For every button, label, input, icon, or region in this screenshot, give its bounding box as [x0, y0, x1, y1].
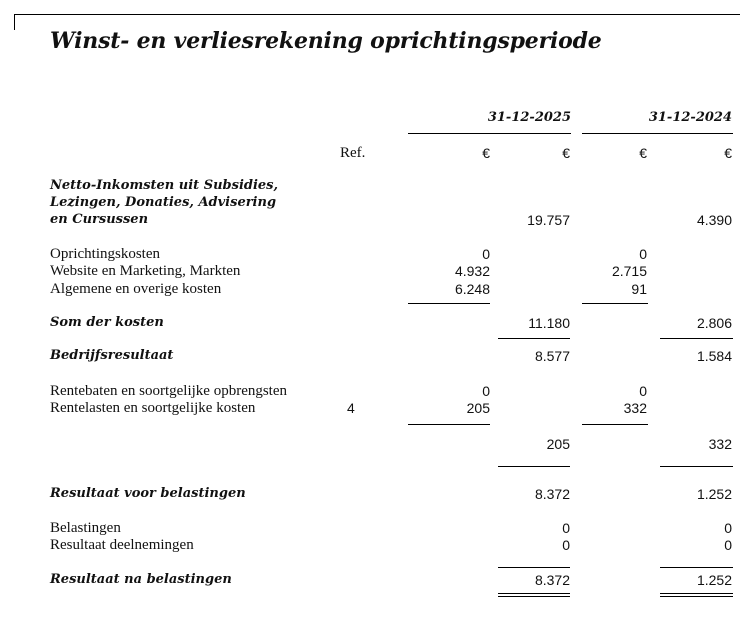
- tax-deelnemingen-2025: 0: [562, 537, 570, 553]
- income-label-line3: en Cursussen: [50, 212, 149, 227]
- resultaat-na-top-rule-2025: [498, 567, 570, 568]
- resultaat-voor-label: Resultaat voor belastingen: [50, 486, 246, 501]
- bedrijfsresultaat-2025: 8.577: [534, 348, 570, 364]
- resultaat-na-top-rule-2024: [660, 567, 733, 568]
- currency-2024-total: €: [724, 145, 732, 161]
- som-der-kosten-2025: 11.180: [528, 315, 570, 331]
- financial-label-rentelasten: Rentelasten en soortgelijke kosten: [50, 400, 256, 416]
- financial-total-2024: 332: [708, 436, 732, 452]
- som-der-kosten-label: Som der kosten: [50, 315, 164, 330]
- currency-2025-detail: €: [482, 145, 490, 161]
- cost-website-2024: 2.715: [611, 263, 647, 279]
- resultaat-voor-rule-2024: [660, 466, 733, 467]
- resultaat-voor-2024: 1.252: [696, 486, 732, 502]
- financial-rentelasten-ref: 4: [347, 400, 355, 416]
- costs-subtotal-rule-2024: [582, 303, 648, 304]
- page-left-border: [14, 14, 15, 30]
- header-rule-2025: [408, 133, 571, 134]
- cost-label-website: Website en Marketing, Markten: [50, 263, 241, 279]
- resultaat-na-2024: 1.252: [696, 572, 732, 588]
- income-label-line1: Netto-Inkomsten uit Subsidies,: [50, 178, 279, 193]
- bedrijfsresultaat-2024: 1.584: [696, 348, 732, 364]
- cost-oprichting-2025: 0: [482, 246, 490, 262]
- tax-deelnemingen-2024: 0: [724, 537, 732, 553]
- financial-rentelasten-2025: 205: [466, 400, 490, 416]
- resultaat-na-double-rule-b-2025: [498, 596, 570, 597]
- resultaat-na-double-rule-a-2024: [660, 593, 733, 594]
- column-header-2025: 31-12-2025: [487, 110, 571, 125]
- bedrijfsresultaat-label: Bedrijfsresultaat: [50, 348, 174, 363]
- ref-header: Ref.: [340, 145, 366, 161]
- financial-subtotal-rule-2025: [408, 424, 490, 425]
- resultaat-na-2025: 8.372: [534, 572, 570, 588]
- financial-subtotal-rule-2024: [582, 424, 648, 425]
- cost-website-2025: 4.932: [454, 263, 490, 279]
- column-header-2024: 31-12-2024: [648, 110, 732, 125]
- tax-belastingen-2025: 0: [562, 520, 570, 536]
- income-total-2025: 19.757: [527, 212, 570, 228]
- costs-subtotal-rule-2025: [408, 303, 490, 304]
- tax-label-deelnemingen: Resultaat deelnemingen: [50, 537, 194, 553]
- header-rule-2024: [582, 133, 733, 134]
- financial-rentebaten-2025: 0: [482, 383, 490, 399]
- income-total-2024: 4.390: [696, 212, 732, 228]
- cost-algemeen-2025: 6.248: [454, 281, 490, 297]
- resultaat-na-double-rule-a-2025: [498, 593, 570, 594]
- page-title: Winst- en verliesrekening oprichtingsperiode: [50, 28, 602, 54]
- page-top-border: [14, 14, 740, 15]
- financial-rentelasten-2024: 332: [623, 400, 647, 416]
- currency-2025-total: €: [562, 145, 570, 161]
- cost-label-algemeen: Algemene en overige kosten: [50, 281, 222, 297]
- cost-algemeen-2024: 91: [631, 281, 647, 297]
- financial-rentebaten-2024: 0: [639, 383, 647, 399]
- resultaat-voor-2025: 8.372: [534, 486, 570, 502]
- som-der-kosten-2024: 2.806: [696, 315, 732, 331]
- bedrijfsresultaat-rule-2025: [498, 338, 570, 339]
- cost-label-oprichting: Oprichtingskosten: [50, 246, 160, 262]
- currency-2024-detail: €: [639, 145, 647, 161]
- tax-label-belastingen: Belastingen: [50, 520, 121, 536]
- bedrijfsresultaat-rule-2024: [660, 338, 733, 339]
- cost-oprichting-2024: 0: [639, 246, 647, 262]
- financial-label-rentebaten: Rentebaten en soortgelijke opbrengsten: [50, 383, 288, 399]
- resultaat-na-double-rule-b-2024: [660, 596, 733, 597]
- resultaat-voor-rule-2025: [498, 466, 570, 467]
- financial-total-2025: 205: [546, 436, 570, 452]
- income-label-line2: Lezingen, Donaties, Advisering: [50, 195, 277, 210]
- tax-belastingen-2024: 0: [724, 520, 732, 536]
- resultaat-na-label: Resultaat na belastingen: [50, 572, 232, 587]
